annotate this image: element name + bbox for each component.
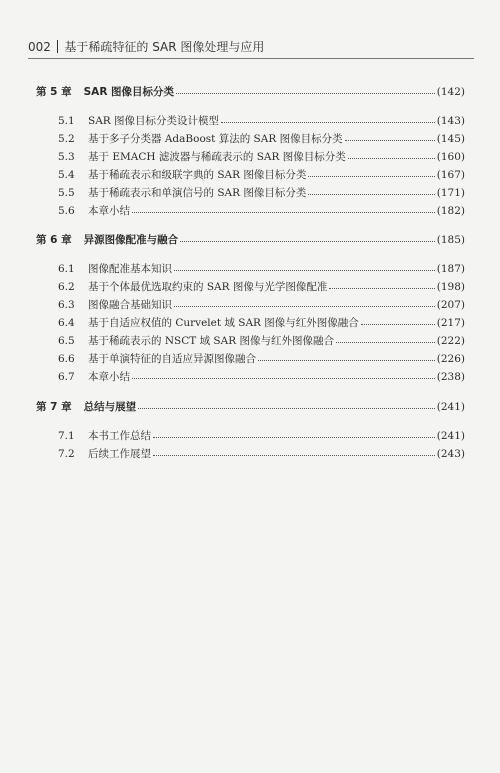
toc-entry-5-5[interactable]: [58, 185, 465, 200]
chapter-number: 第 6 章: [36, 234, 72, 246]
toc-entry-5-6[interactable]: [58, 203, 465, 218]
section-page: (226): [436, 353, 465, 365]
section-title: 基于稀疏表示和单演信号的 SAR 图像目标分类: [88, 187, 307, 199]
leader-dots: [345, 140, 435, 141]
chapter-page: (142): [436, 86, 465, 98]
section-number: 7.2: [58, 448, 75, 460]
section-title: 后续工作展望: [88, 448, 151, 460]
toc-entry-6-7[interactable]: [58, 369, 465, 384]
section-title: 基于个体最优选取约束的 SAR 图像与光学图像配准: [88, 281, 328, 293]
section-number: 7.1: [58, 430, 75, 442]
toc-entry-6-1[interactable]: [58, 261, 465, 276]
toc-entry-6-4[interactable]: [58, 315, 465, 330]
leader-dots: [176, 93, 435, 94]
section-number: 5.5: [58, 187, 75, 199]
section-number: 5.2: [58, 133, 75, 145]
section-page: (160): [436, 151, 465, 163]
running-header: [28, 38, 264, 55]
toc-chapter-7[interactable]: [36, 399, 465, 414]
toc-entry-5-1[interactable]: [58, 113, 465, 128]
section-number: 6.6: [58, 353, 75, 365]
leader-dots: [132, 212, 435, 213]
leader-dots: [132, 378, 435, 379]
leader-dots: [174, 270, 435, 271]
section-number: 6.2: [58, 281, 75, 293]
section-page: (238): [436, 371, 465, 383]
leader-dots: [361, 324, 435, 325]
chapter-title: 总结与展望: [83, 401, 137, 413]
chapter-title: 异源图像配准与融合: [83, 234, 179, 246]
leader-dots: [174, 306, 435, 307]
leader-dots: [348, 158, 435, 159]
section-title: SAR 图像目标分类设计模型: [88, 115, 220, 127]
section-page: (171): [436, 187, 465, 199]
section-title: 图像配准基本知识: [88, 263, 172, 275]
toc-entry-6-3[interactable]: [58, 297, 465, 312]
section-title: 基于稀疏表示的 NSCT 域 SAR 图像与红外图像融合: [88, 335, 334, 347]
section-number: 6.3: [58, 299, 75, 311]
section-page: (207): [436, 299, 465, 311]
section-page: (222): [436, 335, 465, 347]
leader-dots: [180, 241, 435, 242]
leader-dots: [153, 455, 435, 456]
section-title: 基于多子分类器 AdaBoost 算法的 SAR 图像目标分类: [88, 133, 343, 145]
section-page: (198): [436, 281, 465, 293]
section-page: (167): [436, 169, 465, 181]
section-title: 基于自适应权值的 Curvelet 域 SAR 图像与红外图像融合: [88, 317, 359, 329]
section-title: 图像融合基础知识: [88, 299, 172, 311]
header-rule: [28, 58, 474, 59]
section-title: 基于 EMACH 滤波器与稀疏表示的 SAR 图像目标分类: [88, 151, 346, 163]
toc-entry-6-2[interactable]: [58, 279, 465, 294]
section-title: 本章小结: [88, 205, 130, 217]
section-page: (145): [436, 133, 465, 145]
toc-chapter-6[interactable]: [36, 232, 465, 247]
section-number: 6.5: [58, 335, 75, 347]
chapter-number: 第 5 章: [36, 86, 72, 98]
leader-dots: [308, 194, 434, 195]
chapter-page: (185): [436, 234, 465, 246]
section-number: 6.7: [58, 371, 75, 383]
section-title: 基于单演特征的自适应异源图像融合: [88, 353, 256, 365]
chapter-page: (241): [436, 401, 465, 413]
leader-dots: [221, 122, 435, 123]
section-page: (243): [436, 448, 465, 460]
leader-dots: [336, 342, 435, 343]
section-number: 5.1: [58, 115, 75, 127]
toc-chapter-5[interactable]: [36, 84, 465, 99]
leader-dots: [308, 176, 434, 177]
section-page: (187): [436, 263, 465, 275]
toc-entry-7-2[interactable]: [58, 446, 465, 461]
leader-dots: [329, 288, 434, 289]
section-page: (143): [436, 115, 465, 127]
section-title: 本章小结: [88, 371, 130, 383]
section-number: 6.1: [58, 263, 75, 275]
leader-dots: [138, 408, 435, 409]
section-number: 5.4: [58, 169, 75, 181]
section-title: 基于稀疏表示和级联字典的 SAR 图像目标分类: [88, 169, 307, 181]
toc-entry-5-2[interactable]: [58, 131, 465, 146]
toc-entry-6-6[interactable]: [58, 351, 465, 366]
toc-entry-7-1[interactable]: [58, 428, 465, 443]
section-number: 5.6: [58, 205, 75, 217]
leader-dots: [153, 437, 435, 438]
page-number: 002: [28, 39, 51, 54]
header-separator: [57, 40, 59, 53]
chapter-number: 第 7 章: [36, 401, 72, 413]
section-number: 6.4: [58, 317, 75, 329]
leader-dots: [258, 360, 435, 361]
section-page: (182): [436, 205, 465, 217]
section-page: (217): [436, 317, 465, 329]
section-page: (241): [436, 430, 465, 442]
toc-entry-5-3[interactable]: [58, 149, 465, 164]
book-title: 基于稀疏特征的 SAR 图像处理与应用: [64, 40, 265, 54]
chapter-title: SAR 图像目标分类: [83, 86, 175, 98]
section-number: 5.3: [58, 151, 75, 163]
toc-entry-5-4[interactable]: [58, 167, 465, 182]
toc-entry-6-5[interactable]: [58, 333, 465, 348]
section-title: 本书工作总结: [88, 430, 151, 442]
